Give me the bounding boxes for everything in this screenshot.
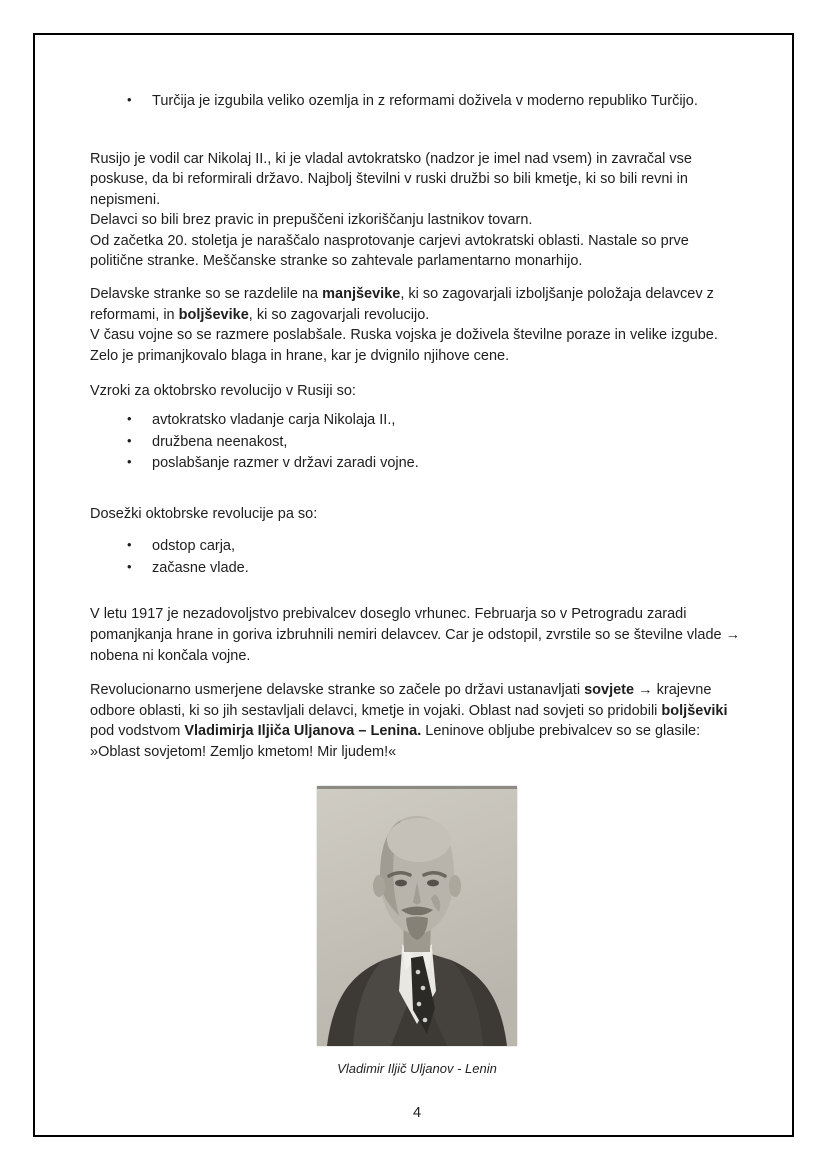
paragraph-rusija [90, 149, 744, 272]
bold-text: boljševiki [661, 702, 728, 719]
paragraph-text: , ki so zagovarjali izboljšanje položaja delavcev z reformami, in [90, 286, 714, 323]
page-number: 4 [412, 1104, 422, 1121]
paragraph-text: Delavci so bili brez pravic in prepuščeni izkoriščanju lastnikov tovarn. [90, 212, 533, 229]
paragraph-text: Od začetka 20. stoletja je naraščalo nasprotovanje carjevi avtokratski oblasti. Nastale so prve politične stranke. Meščanske stranke so zahtevale parlamentarno monarhijo. [90, 232, 689, 270]
dosezki-list [90, 536, 744, 578]
vzroki-list [90, 410, 744, 474]
paragraph-text: pod vodstvom [90, 723, 185, 740]
lenin-photo-figure [90, 786, 744, 1077]
list-item [90, 453, 744, 474]
paragraph-text: , ki so zagovarjali revolucijo. [248, 306, 430, 323]
list-item-text: začasne vlade. [152, 559, 249, 576]
paragraph-revolucionarno [90, 680, 744, 762]
bold-text: boljševike [178, 306, 249, 323]
section-heading-vzroki: Vzroki za oktobrsko revolucijo v Rusiji so: [90, 383, 356, 400]
paragraph-text: Revolucionarno usmerjene delavske stranke so začele po državi ustanavljati [90, 682, 585, 699]
lenin-portrait-image [317, 786, 517, 1046]
list-item [90, 536, 744, 557]
paragraph-text: Rusijo je vodil car Nikolaj II., ki je vladal avtokratsko (nadzor je imel nad vsem) in zavračal vse poskuse, da bi reformirali državo. Najbolj številni v ruski družbi so bili kmetje, ki so bili revni in nepismeni. [90, 150, 692, 208]
section-heading-dosezki: Dosežki oktobrske revolucije pa so: [90, 505, 318, 522]
paragraph-1917: V letu 1917 je nezadovoljstvo prebivalcev doseglo vrhunec. Februarja so v Petrogradu zaradi pomanjkanja hrane in goriva izbruhnili nemiri delavcev. Car je odstopil, zvrstile so se številne vlade → nobena ni končala vojne. [90, 606, 741, 664]
paragraph-text: Leninove obljube prebivalcev so se glasile: »Oblast sovjetom! Zemljo kmetom! Mir ljudem!« [90, 723, 701, 760]
bullet-icon: • [127, 92, 132, 107]
bullet-icon: • [127, 410, 132, 426]
page-content [35, 35, 792, 1123]
list-item [90, 432, 744, 453]
paragraph-delavske [90, 284, 744, 366]
list-item-text: odstop carja, [152, 538, 236, 555]
list-item-text: poslabšanje razmer v državi zaradi vojne. [152, 455, 419, 472]
list-item [90, 91, 744, 112]
list-item-text: družbena neenakost, [152, 433, 288, 450]
bullet-icon: • [127, 537, 132, 553]
bullet-icon: • [127, 432, 132, 448]
bullet-icon: • [127, 558, 132, 574]
list-item [90, 410, 744, 431]
document-page [33, 33, 794, 1137]
bold-text: sovjete [584, 682, 635, 699]
list-item [90, 558, 744, 579]
bold-text: manjševike [322, 286, 401, 303]
list-item-text: avtokratsko vladanje carja Nikolaja II., [152, 411, 396, 428]
list-item-text: Turčija je izgubila veliko ozemlja in z reformami doživela v moderno republiko Turčijo. [152, 93, 698, 109]
paragraph-text: Delavske stranke so se razdelile na [90, 286, 323, 303]
paragraph-text: → krajevne odbore oblasti, ki so jih sestavljali delavci, kmetje in vojaki. Oblast nad sovjeti so pridobili [90, 682, 712, 719]
photo-caption: Vladimir Iljič Uljanov - Lenin [337, 1061, 497, 1077]
bold-text: Vladimirja Iljiča Uljanova – Lenina. [184, 723, 422, 740]
bullet-icon: • [127, 454, 132, 470]
paragraph-text: V času vojne so se razmere poslabšale. Ruska vojska je doživela številne poraze in velike izgube. Zelo je primanjkovalo blaga in hrane, kar je dvignilo njihove cene. [90, 327, 718, 364]
